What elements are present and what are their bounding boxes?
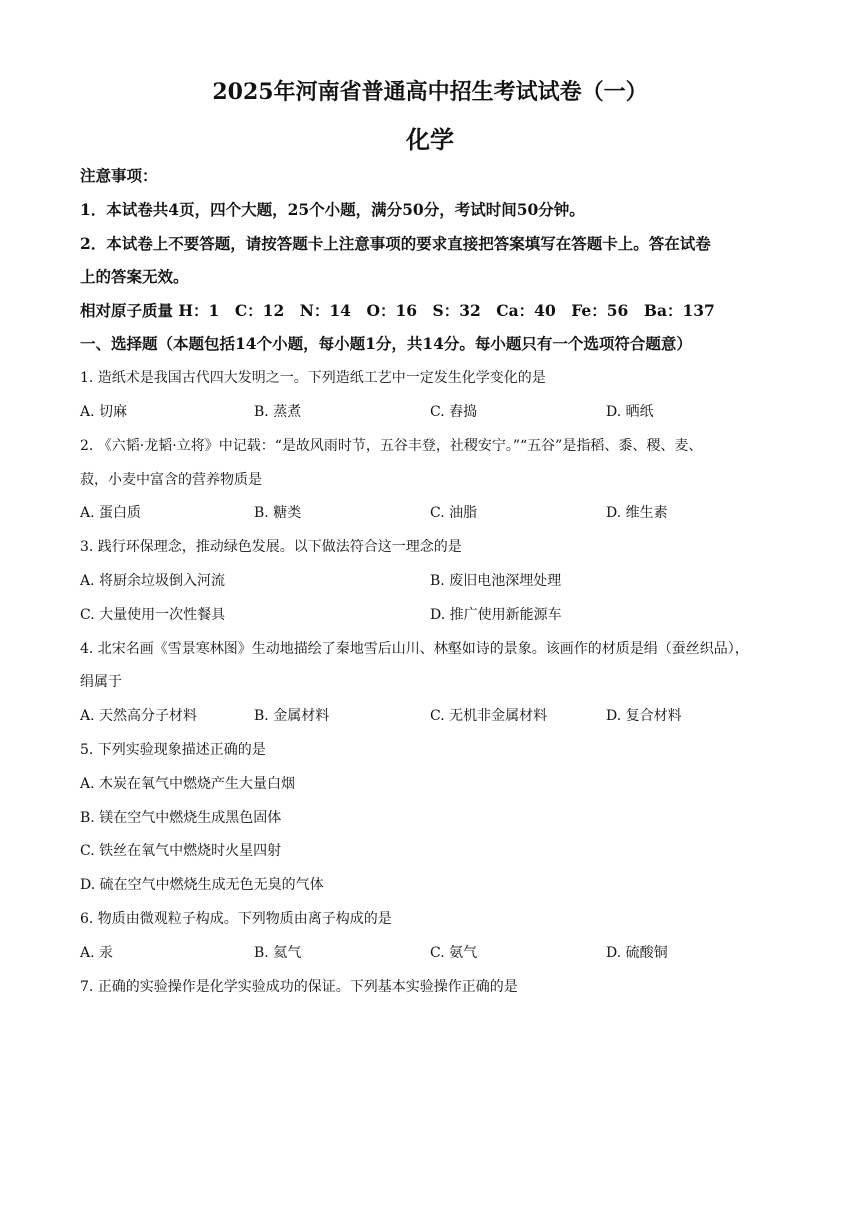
- question-6-option-a: A. 汞: [80, 945, 114, 961]
- notice-item-2-line-2: 上的答案无效。: [80, 267, 189, 286]
- question-4-option-a: A. 天然高分子材料: [80, 708, 198, 724]
- question-4-stem-line-1: 4. 北宋名画《雪景寒林图》生动地描绘了秦地雪后山川、林壑如诗的景象。该画作的材质是绢（蚕丝织品），: [80, 641, 749, 657]
- question-3-stem: 3. 践行环保理念，推动绿色发展。以下做法符合这一理念的是: [80, 539, 462, 555]
- question-7-stem: 7. 正确的实验操作是化学实验成功的保证。下列基本实验操作正确的是: [80, 979, 518, 995]
- question-5-option-c: C. 铁丝在氧气中燃烧时火星四射: [80, 843, 282, 859]
- question-2-stem-line-1: 2. 《六韬·龙韬·立将》中记载：“是故风雨时节，五谷丰登，社稷安宁。”“五谷”是指稻、黍、稷、麦、: [80, 438, 703, 454]
- notice-item-2-line-1: 2．本试卷上不要答题，请按答题卡上注意事项的要求直接把答案填写在答题卡上。答在试卷: [80, 234, 711, 253]
- question-1-stem: 1. 造纸术是我国古代四大发明之一。下列造纸工艺中一定发生化学变化的是: [80, 370, 546, 386]
- question-3-option-c: C. 大量使用一次性餐具: [80, 607, 226, 623]
- question-4-option-b: B. 金属材料: [254, 708, 330, 724]
- question-2-option-c: C. 油脂: [430, 505, 478, 521]
- question-4-stem-line-2: 绢属于: [80, 674, 122, 690]
- subject-title: 化学: [406, 125, 454, 154]
- exam-title: 2025年河南省普通高中招生考试试卷（一）: [212, 79, 648, 105]
- question-1-option-c: C. 舂捣: [430, 404, 478, 420]
- question-5-option-d: D. 硫在空气中燃烧生成无色无臭的气体: [80, 877, 324, 893]
- question-6-option-d: D. 硫酸铜: [606, 945, 668, 961]
- question-2-option-a: A. 蛋白质: [80, 505, 142, 521]
- question-2-stem-line-2: 菽，小麦中富含的营养物质是: [80, 472, 262, 488]
- question-2-option-d: D. 维生素: [606, 505, 668, 521]
- question-3-option-a: A. 将厨余垃圾倒入河流: [80, 573, 226, 589]
- question-5-stem: 5. 下列实验现象描述正确的是: [80, 742, 266, 758]
- notice-heading: 注意事项：: [80, 166, 158, 185]
- notice-item-1: 1．本试卷共4页，四个大题，25个小题，满分50分，考试时间50分钟。: [80, 200, 585, 219]
- question-5-option-a: A. 木炭在氧气中燃烧产生大量白烟: [80, 776, 296, 792]
- question-2-option-b: B. 糖类: [254, 505, 302, 521]
- atomic-mass-line: 相对原子质量 H：1 C：12 N：14 O：16 S：32 Ca：40 Fe：56 Ba：137: [80, 301, 715, 320]
- question-6-stem: 6. 物质由微观粒子构成。下列物质由离子构成的是: [80, 911, 392, 927]
- question-1-option-b: B. 蒸煮: [254, 404, 302, 420]
- question-1-option-d: D. 晒纸: [606, 404, 654, 420]
- question-6-option-c: C. 氨气: [430, 945, 478, 961]
- section-1-heading: 一、选择题（本题包括14个小题，每小题1分，共14分。每小题只有一个选项符合题意）: [80, 334, 692, 353]
- question-3-option-b: B. 废旧电池深埋处理: [430, 573, 562, 589]
- question-1-option-a: A. 切麻: [80, 404, 128, 420]
- question-6-option-b: B. 氦气: [254, 945, 302, 961]
- question-3-option-d: D. 推广使用新能源车: [430, 607, 562, 623]
- question-5-option-b: B. 镁在空气中燃烧生成黑色固体: [80, 810, 282, 826]
- question-4-option-c: C. 无机非金属材料: [430, 708, 548, 724]
- question-4-option-d: D. 复合材料: [606, 708, 682, 724]
